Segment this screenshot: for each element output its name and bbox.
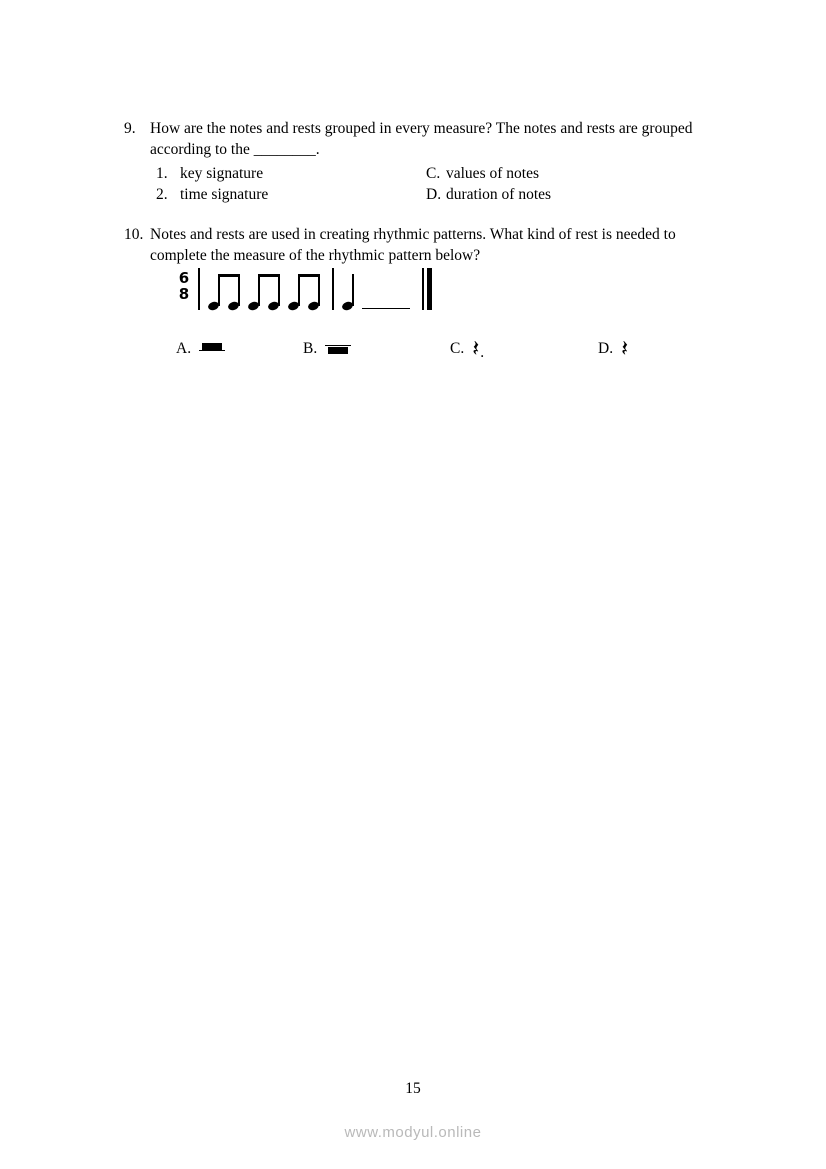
option-marker: C.	[426, 165, 441, 182]
question-9-text: How are the notes and rests grouped in every measure? The notes and rests are grouped according to the ________.	[150, 120, 693, 158]
choice-d[interactable]	[598, 336, 628, 362]
choice-c[interactable]	[450, 336, 484, 362]
choice-c-marker: C.	[450, 340, 465, 357]
question-9-option-2[interactable]	[156, 184, 426, 205]
time-signature-top: 6	[178, 269, 190, 287]
barline-final-thick	[427, 268, 432, 310]
time-signature-bottom: 8	[178, 285, 190, 303]
quarter-rest-icon: 𝄽	[472, 335, 480, 362]
choice-a-marker: A.	[176, 340, 192, 357]
augmentation-dot-icon: .	[480, 344, 485, 361]
barline-start	[198, 268, 200, 310]
question-9-options	[156, 163, 724, 205]
option-marker: 1.	[156, 165, 168, 182]
option-label: duration of notes	[446, 186, 552, 203]
whole-rest-icon	[325, 342, 351, 356]
question-9	[124, 118, 724, 205]
question-10-text: Notes and rests are used in creating rhythmic patterns. What kind of rest is needed to complete the measure of the rhythmic pattern below?	[150, 226, 676, 264]
choice-d-marker: D.	[598, 340, 614, 357]
question-9-number: 9.	[124, 120, 136, 137]
beam	[218, 274, 239, 277]
question-9-option-d[interactable]	[426, 184, 724, 205]
option-marker: 2.	[156, 186, 168, 203]
rhythmic-pattern-notation	[176, 268, 456, 324]
beam	[258, 274, 279, 277]
choice-b[interactable]	[303, 336, 351, 362]
choice-a[interactable]	[176, 336, 225, 362]
eighth-note	[288, 274, 306, 310]
option-marker: D.	[426, 186, 442, 203]
question-9-option-1[interactable]	[156, 163, 426, 184]
beam	[298, 274, 319, 277]
missing-rest-blank	[362, 308, 410, 309]
option-label: time signature	[180, 186, 269, 203]
option-label: values of notes	[446, 165, 539, 182]
question-10	[124, 224, 724, 266]
eighth-note	[248, 274, 266, 310]
page-number: 15	[405, 1080, 421, 1097]
question-9-option-c[interactable]	[426, 163, 724, 184]
eighth-note	[228, 274, 246, 310]
choice-b-marker: B.	[303, 340, 318, 357]
question-10-number: 10.	[124, 226, 144, 243]
eighth-note	[308, 274, 326, 310]
question-10-choices	[176, 336, 696, 370]
watermark: www.modyul.online	[344, 1124, 482, 1141]
barline-middle	[332, 268, 334, 310]
option-label: key signature	[180, 165, 264, 182]
eighth-note	[268, 274, 286, 310]
eighth-note	[208, 274, 226, 310]
barline-final-thin	[422, 268, 424, 310]
quarter-note	[342, 274, 360, 310]
half-rest-icon	[199, 342, 225, 356]
quarter-rest-icon: 𝄽	[621, 335, 629, 362]
